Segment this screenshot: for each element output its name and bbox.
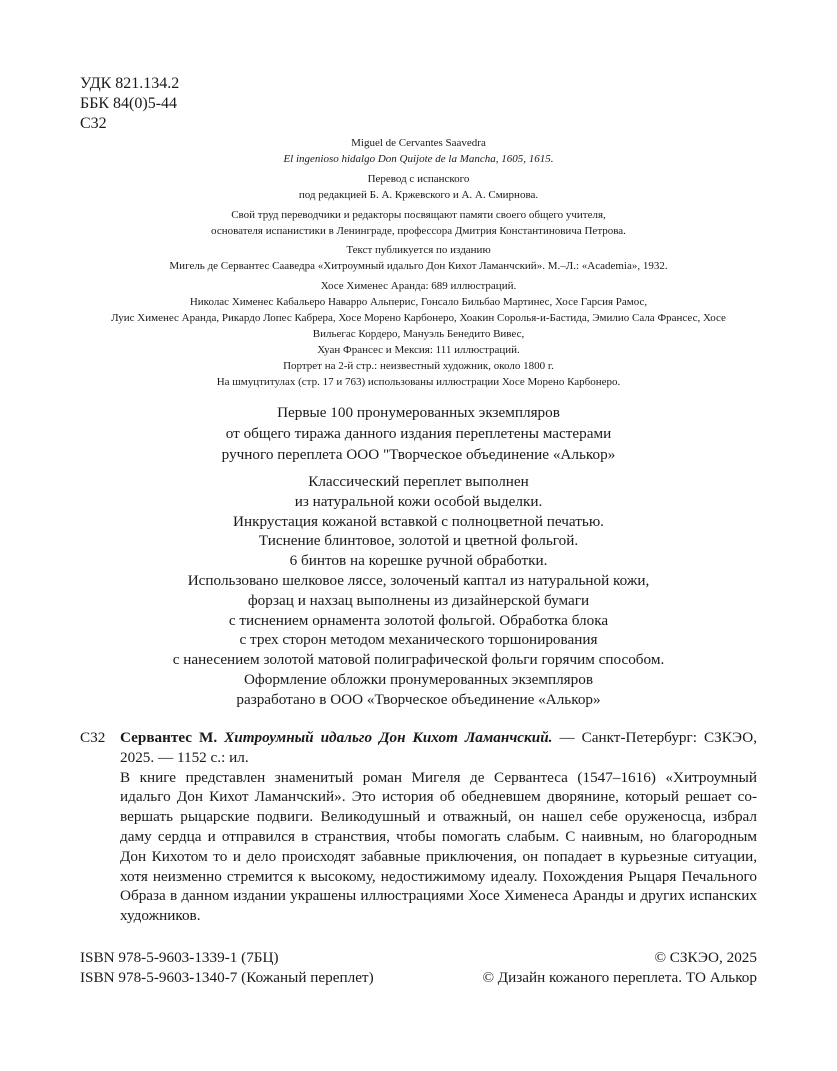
isbn-line: ISBN 978-5-9603-1340-7 (Кожаный переплет) bbox=[80, 969, 374, 986]
binding-note bbox=[80, 472, 757, 710]
binding-note-line: Тиснение блинтовое, золотой и цветной фольгой. bbox=[258, 532, 579, 550]
credits-block bbox=[80, 136, 757, 391]
binding-note-line: с нанесением золотой матовой полиграфической фольги горячим способом. bbox=[172, 651, 665, 669]
portrait-credit: Портрет на 2-й стр.: неизвестный художник, около 1800 г. bbox=[283, 359, 554, 372]
translation-editors: под редакцией Б. А. Кржевского и А. А. Смирнова. bbox=[298, 188, 539, 201]
source-line: Текст публикуется по изданию bbox=[346, 244, 491, 257]
bbk-code: ББК 84(0)5-44 bbox=[80, 95, 178, 112]
copyright-line: © Дизайн кожаного переплета. ТО Алькор bbox=[482, 969, 757, 986]
edition-note-line: ручного переплета ООО "Творческое объединение «Алькор» bbox=[221, 446, 616, 464]
binding-note-line: Инкрустация кожаной вставкой с полноцветной печатью. bbox=[233, 512, 604, 530]
catalog-author: Сервантес М. bbox=[120, 729, 218, 746]
binding-note-line: из натуральной кожи особой выделки. bbox=[294, 492, 543, 510]
original-author: Miguel de Cervantes Saavedra bbox=[351, 137, 486, 149]
catalog-annotation: В книге представлен знаменитый роман Мигеля де Сервантеса (1547–1616) «Хитроумный идальго Дон Кихот Ламанчский». Это история об обедневшем дворянине, который решает совершать рыцарские подвиги. Великодушный и отважный, он нашел себе оруженосца, избрал даму сердца и отправился в странствия, чтобы помогать слабым. С наивным, но благородным Дон Кихотом то и дело происходят забавные приключения, он попадает в курьезные ситуации, хотя неизменно стремится к высокому, недостижимому идеалу. Похождения Рыцаря Печального Образа в данном издании украшены иллюстрациями Хосе Хименеса Аранды и других испанских художников. bbox=[120, 768, 757, 925]
dedication-line: основателя испанистики в Ленинграде, профессора Дмитрия Константиновича Петрова. bbox=[211, 224, 626, 237]
illustrators-line: Луис Хименес Аранда, Рикардо Лопес Кабрера, Хосе Морено Карбонеро, Хоакин Соролья-и-Бастида, Эмилио Сала Франсес, Хосе bbox=[111, 312, 726, 325]
isbn-block bbox=[80, 948, 374, 988]
edition-note-line: Первые 100 пронумерованных экземпляров bbox=[277, 404, 560, 421]
copyright-line: © СЗКЭО, 2025 bbox=[654, 949, 757, 966]
binding-note-line: 6 бинтов на корешке ручной обработки. bbox=[289, 552, 548, 570]
binding-note-line: разработано в ООО «Творческое объединение «Алькор» bbox=[236, 690, 601, 708]
illustrators-line: Вильегас Кордеро, Мануэль Бенедито Вивес, bbox=[312, 327, 525, 340]
original-title: El ingenioso hidalgo Don Quijote de la Mancha, 1605, 1615. bbox=[283, 152, 554, 165]
classification-block bbox=[80, 74, 179, 134]
binding-note-line: Оформление обложки пронумерованных экземпляров bbox=[243, 670, 594, 688]
dedication-line: Свой труд переводчики и редакторы посвящают памяти своего общего учителя, bbox=[231, 208, 606, 221]
illustrators-line: Хосе Хименес Аранда: 689 иллюстраций. bbox=[320, 280, 517, 293]
copyright-block bbox=[482, 948, 757, 988]
udk-code: УДК 821.134.2 bbox=[80, 75, 180, 92]
catalog-code: С32 bbox=[80, 729, 106, 746]
source-edition: Мигель де Сервантес Сааведра «Хитроумный идальго Дон Кихот Ламанчский». М.–Л.: «Academia», 1932. bbox=[169, 260, 668, 273]
edition-note bbox=[80, 402, 757, 466]
binding-note-line: Классический переплет выполнен bbox=[308, 473, 529, 490]
binding-note-line: с тиснением орнамента золотой фольгой. Обработка блока bbox=[228, 611, 609, 629]
catalog-imprint: — Санкт-Петербург: СЗКЭО, 2025. — 1152 с.: ил. bbox=[120, 729, 757, 766]
binding-note-line: форзац и нахзац выполнены из дизайнерской бумаги bbox=[247, 591, 590, 609]
edition-note-line: от общего тиража данного издания переплетены мастерами bbox=[225, 425, 612, 443]
shmutz-credit: На шмуцтитулах (стр. 17 и 763) использованы иллюстрации Хосе Морено Карбонеро. bbox=[216, 375, 621, 388]
catalog-text bbox=[120, 728, 757, 926]
isbn-line: ISBN 978-5-9603-1339-1 (7БЦ) bbox=[80, 949, 279, 966]
translation-line: Перевод с испанского bbox=[367, 172, 470, 185]
author-mark: С32 bbox=[80, 115, 107, 132]
catalog-title: Хитроумный идальго Дон Кихот Ламанчский. bbox=[224, 729, 553, 746]
illustrators-line: Николас Хименес Кабальеро Наварро Альперис, Гонсало Бильбао Мартинес, Хосе Гарсия Рамос, bbox=[189, 296, 648, 309]
binding-note-line: с трех сторон методом механического торшонирования bbox=[239, 631, 598, 649]
binding-note-line: Использовано шелковое ляссе, золоченый каптал из натуральной кожи, bbox=[187, 571, 650, 589]
catalog-heading bbox=[120, 728, 757, 768]
illustrators-line: Хуан Франсес и Мексия: 111 иллюстраций. bbox=[317, 343, 520, 356]
